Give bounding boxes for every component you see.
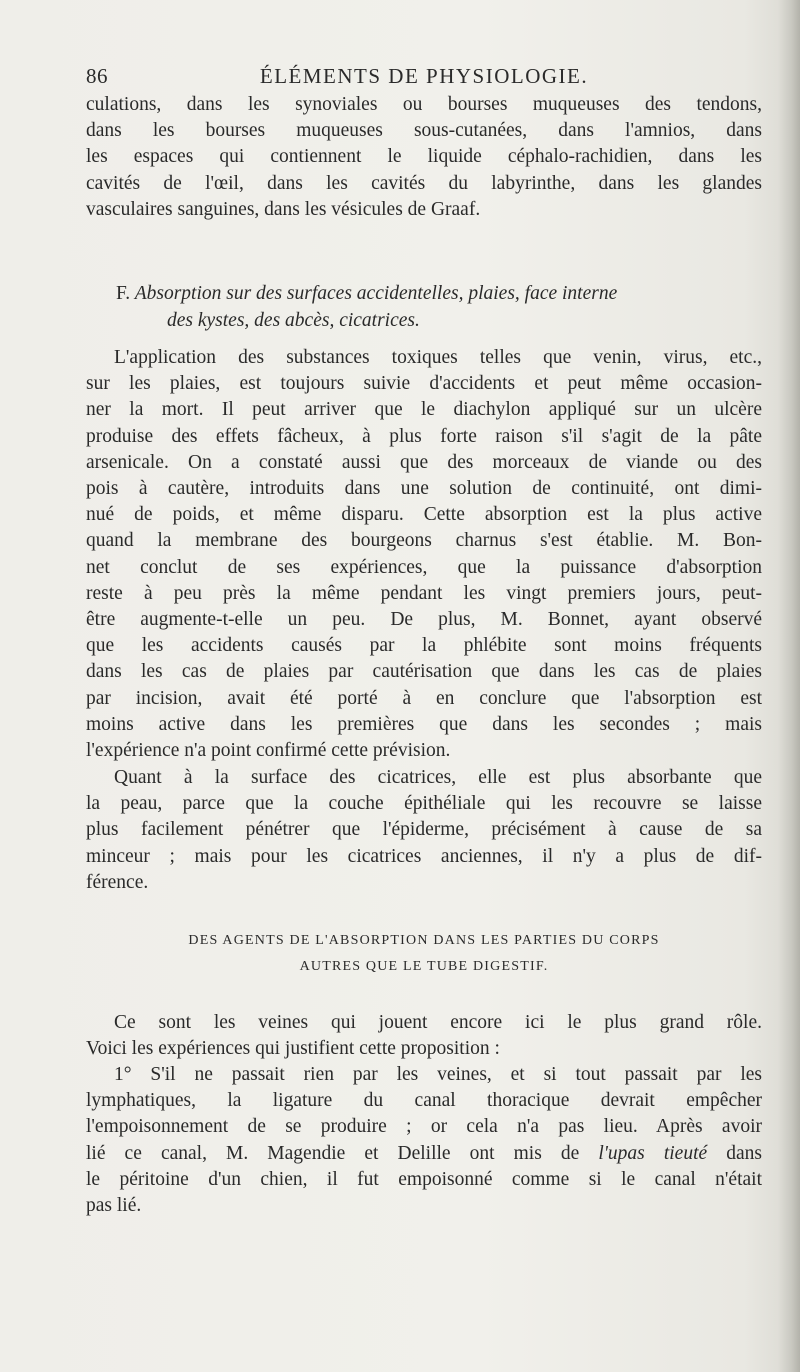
text-line: dans les bourses muqueuses sous-cutanées, dans l'amnios, dans xyxy=(86,120,762,142)
text-line: pois à cautère, introduits dans une solution de continuité, ont dimi- xyxy=(86,478,762,500)
text-line: lymphatiques, la ligature du canal thoracique devrait empêcher xyxy=(86,1090,762,1112)
subheading-line-1: Absorption sur des surfaces accidentelles, plaies, face interne xyxy=(134,283,618,304)
section-heading xyxy=(86,928,762,980)
text-line: la peau, parce que la couche épithéliale qui les recouvre se laisse xyxy=(86,793,762,815)
subheading-letter: F. xyxy=(116,283,131,304)
text-line: Voici les expériences qui justifient cette proposition : xyxy=(86,1038,500,1060)
text-line: Quant à la surface des cicatrices, elle est plus absorbante que xyxy=(114,767,762,788)
page-edge-shadow xyxy=(778,0,800,1372)
text-line: par incision, avait été porté à en conclure que l'absorption est xyxy=(86,687,762,709)
paragraph-3 xyxy=(86,765,762,896)
text-line: férence. xyxy=(86,871,149,893)
text-line: dans les cas de plaies par cautérisation que dans les cas de plaies xyxy=(86,661,762,683)
text-line: plus facilement pénétrer que l'épiderme, précisément à cause de sa xyxy=(86,819,762,841)
paragraph-2 xyxy=(86,345,762,764)
text-line: sur les plaies, est toujours suivie d'accidents et peut même occasion- xyxy=(86,373,762,395)
text-line: produise des effets fâcheux, à plus forte raison s'il s'agit de la pâte xyxy=(86,425,762,447)
page-number: 86 xyxy=(86,64,108,88)
text-line: que les accidents causés par la phlébite sont moins fréquents xyxy=(86,635,762,657)
text-line: minceur ; mais pour les cicatrices anciennes, il n'y a plus de dif- xyxy=(86,845,762,867)
text-line: être augmente-t-elle un peu. De plus, M. Bonnet, ayant observé xyxy=(86,609,762,631)
paragraph-5 xyxy=(86,1062,762,1219)
italic-term: l'upas tieuté xyxy=(598,1142,708,1164)
text-line: l'expérience n'a point confirmé cette prévision. xyxy=(86,740,451,762)
text-line: l'empoisonnement de se produire ; or cela n'a pas lieu. Après avoir xyxy=(86,1116,762,1138)
text-run: lié ce canal, M. Magendie et Delille ont mis de xyxy=(86,1142,599,1164)
text-line: pas lié. xyxy=(86,1195,142,1217)
paragraph-4 xyxy=(86,1010,762,1062)
text-line: L'application des substances toxiques telles que venin, virus, etc., xyxy=(114,347,762,368)
section-heading-line-2: AUTRES QUE LE TUBE DIGESTIF. xyxy=(299,959,549,974)
text-line: arsenicale. On a constaté aussi que des morceaux de viande ou des xyxy=(86,451,762,473)
text-line: Ce sont les veines qui jouent encore ici le plus grand rôle. xyxy=(114,1012,762,1033)
text-line: le péritoine d'un chien, il fut empoisonné comme si le canal n'était xyxy=(86,1168,762,1190)
text-line: 1° S'il ne passait rien par les veines, et si tout passait par les xyxy=(114,1064,762,1085)
paragraph-1 xyxy=(86,92,762,223)
text-line: nué de poids, et même disparu. Cette absorption est la plus active xyxy=(86,504,762,526)
text-line: reste à peu près la même pendant les vingt premiers jours, peut- xyxy=(86,582,762,604)
text-line: ner la mort. Il peut arriver que le diachylon appliqué sur un ulcère xyxy=(86,399,762,421)
text-line: culations, dans les synoviales ou bourses muqueuses des tendons, xyxy=(86,94,762,115)
running-header xyxy=(86,64,762,92)
subheading-f xyxy=(86,281,762,334)
text-line: les espaces qui contiennent le liquide céphalo-rachidien, dans les xyxy=(86,146,762,168)
text-run: dans xyxy=(707,1142,762,1164)
text-line: moins active dans les premières que dans les secondes ; mais xyxy=(86,713,762,735)
section-heading-line-1: DES AGENTS DE L'ABSORPTION DANS LES PARTIES DU CORPS xyxy=(188,933,660,948)
text-line xyxy=(86,1141,762,1167)
subheading-line-2: des kystes, des abcès, cicatrices. xyxy=(167,309,420,331)
text-line: net conclut de ses expériences, que la puissance d'absorption xyxy=(86,556,762,578)
text-line: vasculaires sanguines, dans les vésicules de Graaf. xyxy=(86,198,481,220)
text-line: cavités de l'œil, dans les cavités du labyrinthe, dans les glandes xyxy=(86,172,762,194)
text-line: quand la membrane des bourgeons charnus s'est établie. M. Bon- xyxy=(86,530,762,552)
running-title: ÉLÉMENTS DE PHYSIOLOGIE. xyxy=(259,64,589,88)
